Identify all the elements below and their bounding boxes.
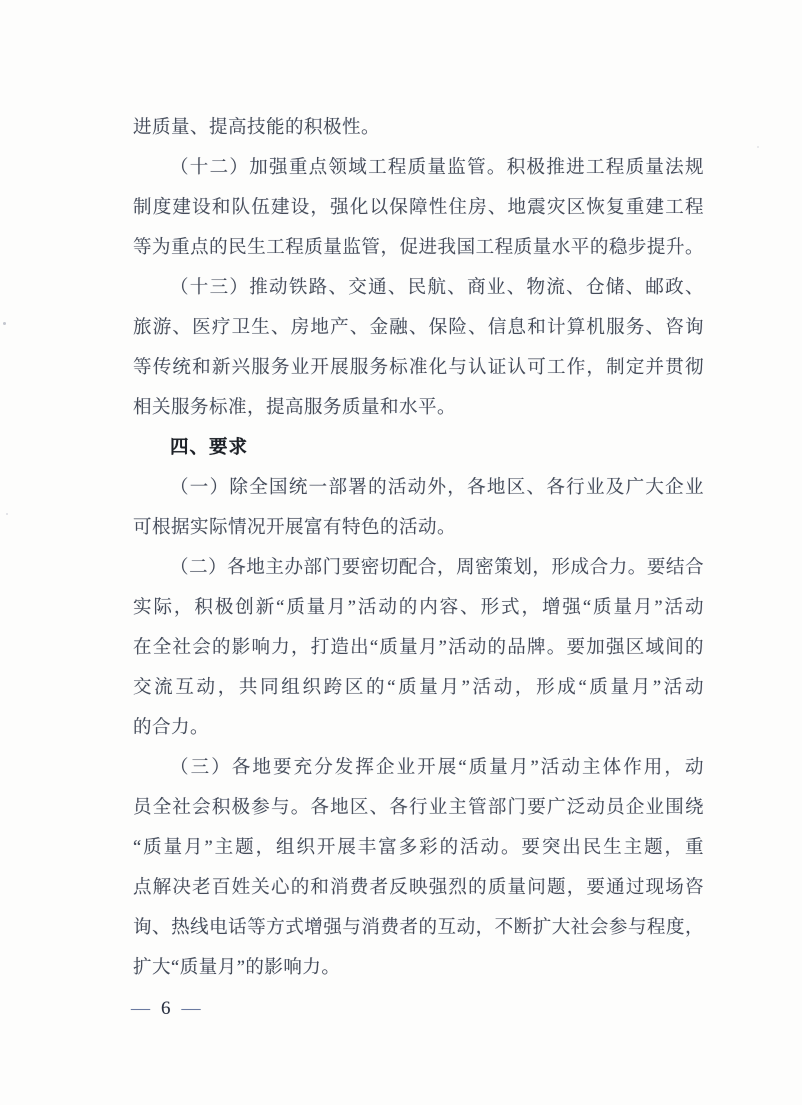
page-number: 6 — [161, 998, 171, 1019]
text-line: （一）除全国统一部署的活动外，各地区、各行业及广大企业 — [170, 478, 704, 498]
text-line: （二）各地主办部门要密切配合，周密策划，形成合力。要结合 — [170, 558, 704, 578]
text-line: 点解决老百姓关心的和消费者反映强烈的质量问题，要通过现场咨 — [133, 878, 704, 898]
document-body — [133, 108, 704, 988]
footer-dash-right: — — [181, 998, 201, 1019]
text-line: 可根据实际情况开展富有特色的活动。 — [133, 518, 457, 538]
text-line: （十二）加强重点领域工程质量监管。积极推进工程质量法规 — [170, 158, 704, 178]
section-heading: 四、要求 — [170, 438, 249, 458]
text-line: 等为重点的民生工程质量监管，促进我国工程质量水平的稳步提升。 — [133, 238, 704, 258]
text-line: 旅游、医疗卫生、房地产、金融、保险、信息和计算机服务、咨询 — [133, 318, 704, 338]
text-line: 扩大“质量月”的影响力。 — [133, 958, 341, 978]
text-line: 的合力。 — [133, 718, 210, 738]
text-line: 等传统和新兴服务业开展服务标准化与认证认可工作，制定并贯彻 — [133, 358, 704, 378]
text-line: 相关服务标准，提高服务质量和水平。 — [133, 398, 457, 418]
text-line: 询、热线电话等方式增强与消费者的互动，不断扩大社会参与程度， — [133, 918, 704, 938]
scan-speck — [757, 146, 759, 148]
text-line: 制度建设和队伍建设，强化以保障性住房、地震灾区恢复重建工程 — [133, 198, 704, 218]
text-line: 交流互动，共同组织跨区的“质量月”活动，形成“质量月”活动 — [133, 678, 704, 698]
text-line: 员全社会积极参与。各地区、各行业主管部门要广泛动员企业围绕 — [133, 798, 704, 818]
text-line: 在全社会的影响力，打造出“质量月”活动的品牌。要加强区域间的 — [133, 638, 704, 658]
scan-speck — [6, 513, 8, 515]
page-footer — [131, 994, 201, 1024]
footer-dash-left: — — [131, 998, 150, 1019]
text-line: “质量月”主题，组织开展丰富多彩的活动。要突出民生主题，重 — [133, 838, 704, 858]
text-line: 实际，积极创新“质量月”活动的内容、形式，增强“质量月”活动 — [133, 598, 704, 618]
text-line: 进质量、提高技能的积极性。 — [133, 118, 381, 138]
text-line: （十三）推动铁路、交通、民航、商业、物流、仓储、邮政、 — [170, 278, 704, 298]
text-line: （三）各地要充分发挥企业开展“质量月”活动主体作用，动 — [170, 758, 704, 778]
scan-speck — [3, 322, 6, 325]
